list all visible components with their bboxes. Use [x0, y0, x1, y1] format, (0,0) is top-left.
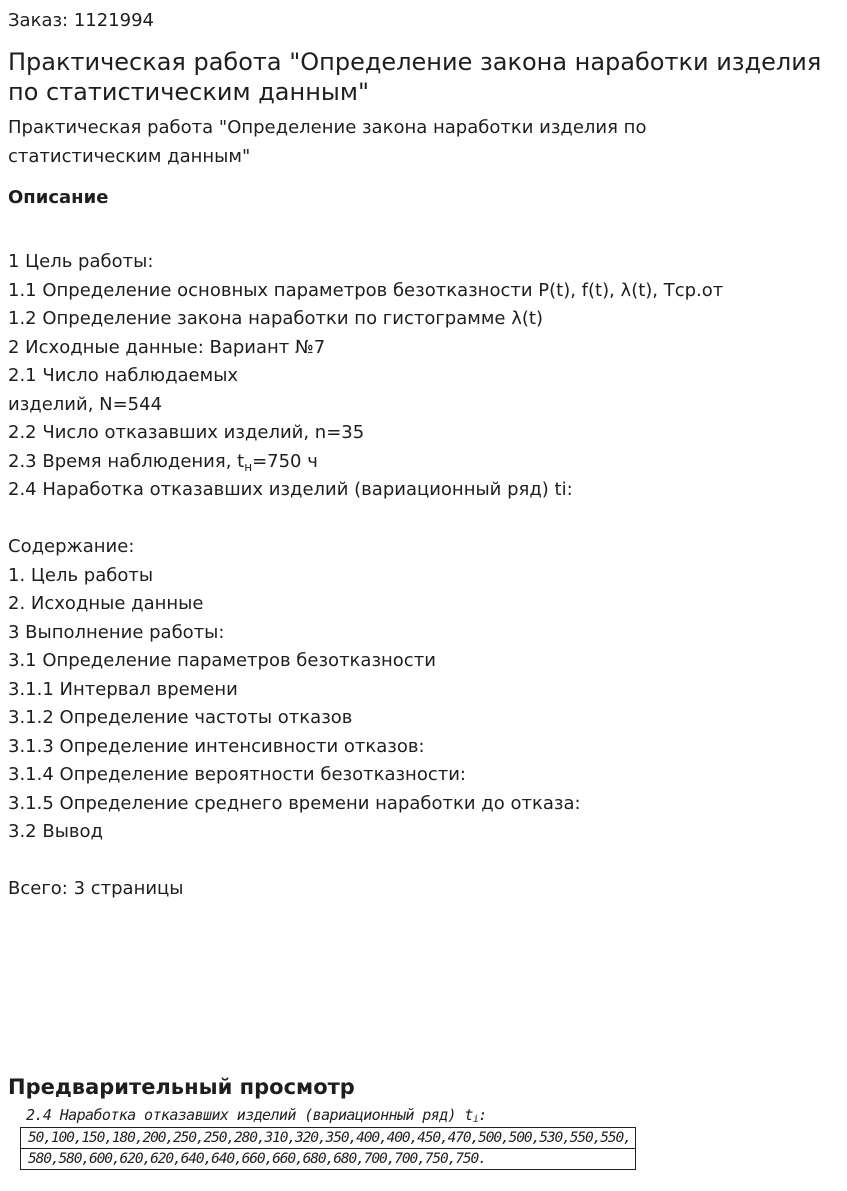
contents-item: 3 Выполнение работы:	[8, 621, 225, 643]
contents-item: 1. Цель работы	[8, 564, 154, 586]
input-item-2-1-cont: изделий, N=544	[8, 393, 163, 415]
total-pages: Всего: 3 страницы	[8, 878, 184, 899]
contents-heading: Содержание:	[8, 536, 135, 557]
contents-item: 3.1.1 Интервал времени	[8, 678, 238, 700]
page-title: Практическая работа "Определение закона наработки изделия по статистическим данным"	[8, 48, 822, 106]
input-item-2-3	[8, 448, 838, 477]
goal-item-1-2: 1.2 Определение закона наработки по гистограмме λ(t)	[8, 308, 543, 329]
work-subtitle: Практическая работа "Определение закона наработки изделия по статистическим данным"	[8, 117, 647, 167]
input-item-2-1: 2.1 Число наблюдаемых	[8, 365, 239, 386]
contents-item: 3.1 Определение параметров безотказности	[8, 650, 436, 671]
blank-line	[8, 847, 838, 876]
goal-item-1-1: 1.1 Определение основных параметров безотказности P(t), f(t), λ(t), Тср.от	[8, 279, 724, 301]
description-body	[8, 248, 838, 904]
preview-caption-colon: :	[478, 1106, 487, 1124]
contents-item: 2. Исходные данные	[8, 593, 204, 614]
observation-time-label: 2.3 Время наблюдения, t	[8, 450, 245, 472]
input-item-2-4: 2.4 Наработка отказавших изделий (вариационный ряд) ti:	[8, 479, 573, 500]
preview-table	[20, 1127, 636, 1170]
input-data-heading: 2 Исходные данные: Вариант №7	[8, 336, 326, 358]
preview-caption-text: 2.4 Наработка отказавших изделий (вариационный ряд) t	[26, 1106, 473, 1124]
contents-item: 3.1.5 Определение среднего времени наработки до отказа:	[8, 792, 581, 814]
goal-heading: 1 Цель работы:	[8, 251, 154, 272]
blank-line	[8, 505, 838, 534]
observation-time-value: =750 ч	[252, 450, 318, 472]
preview-caption-subscript: i	[472, 1114, 479, 1125]
observation-time-subscript: н	[244, 459, 253, 474]
description-heading: Описание	[8, 187, 109, 208]
contents-item: 3.1.4 Определение вероятности безотказности:	[8, 764, 466, 785]
contents-item: 3.2 Вывод	[8, 821, 103, 842]
contents-item: 3.1.2 Определение частоты отказов	[8, 707, 353, 728]
contents-item: 3.1.3 Определение интенсивности отказов:	[8, 735, 425, 757]
input-item-2-2: 2.2 Число отказавших изделий, n=35	[8, 422, 365, 443]
preview-heading: Предварительный просмотр	[8, 1075, 355, 1099]
order-number: Заказ: 1121994	[8, 10, 154, 31]
preview-table-row: 580,580,600,620,620,640,640,660,660,680,680,700,700,750,750.	[21, 1148, 635, 1169]
preview-table-row: 50,100,150,180,200,250,250,280,310,320,350,400,400,450,470,500,500,530,550,550,	[28, 1130, 631, 1146]
